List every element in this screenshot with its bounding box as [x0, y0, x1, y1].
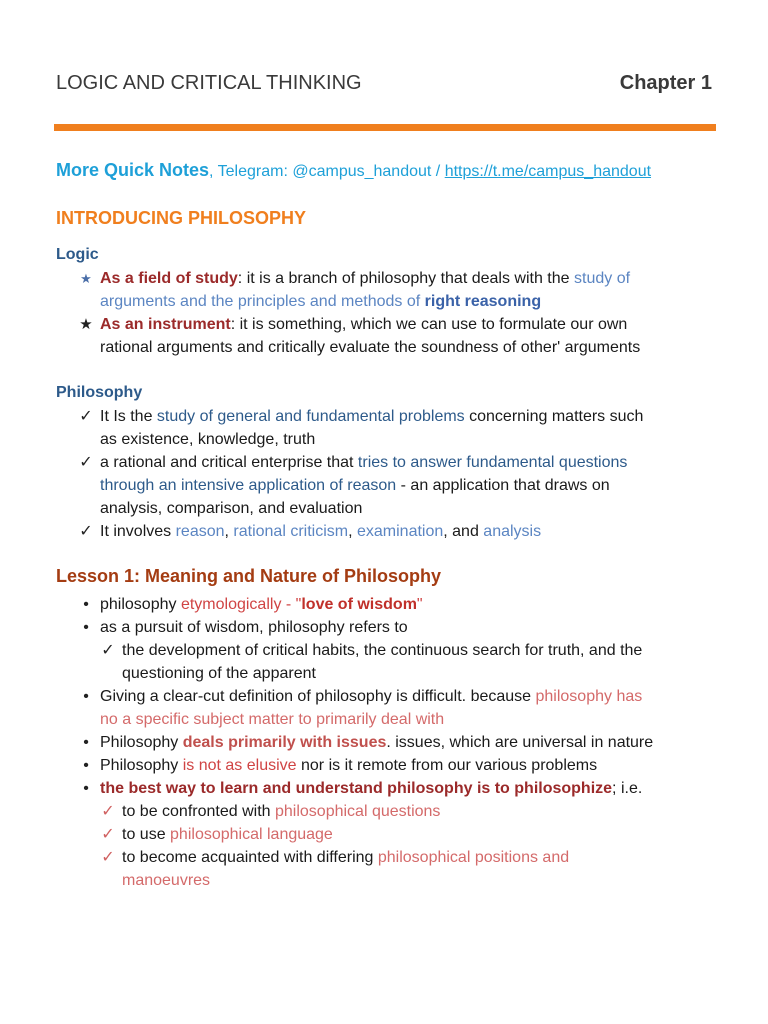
checkmark-icon: ✓	[101, 849, 115, 866]
list-item: • Giving a clear-cut definition of philosophy is difficult. because philosophy has no a specific subject matter to primarily deal with	[100, 685, 653, 731]
bullet-dot-icon: •	[83, 688, 89, 705]
checkmark-icon: ✓	[79, 454, 93, 471]
list-item: • Philosophy is not as elusive nor is it remote from our various problems	[100, 754, 653, 777]
document-title: LOGIC AND CRITICAL THINKING	[56, 71, 362, 94]
star-bullet-icon: ★	[80, 271, 92, 286]
bullet-dot-icon: •	[83, 780, 89, 797]
bullet-dot-icon: •	[83, 596, 89, 613]
quick-notes-label: More Quick Notes	[56, 160, 210, 180]
checkmark-icon: ✓	[79, 408, 93, 425]
quick-notes-line	[56, 160, 651, 181]
list-item: ✓ It Is the study of general and fundamental problems concerning matters such as existence, knowledge, truth	[100, 405, 643, 451]
list-item: ✓ the development of critical habits, the continuous search for truth, and the questioning of the apparent	[122, 639, 653, 685]
list-item: ✓ to use philosophical language	[122, 823, 653, 846]
list-item: ✓ to become acquainted with differing philosophical positions and manoeuvres	[122, 846, 653, 892]
list-item: • Philosophy deals primarily with issues. issues, which are universal in nature	[100, 731, 653, 754]
checkmark-icon: ✓	[101, 642, 115, 659]
telegram-link[interactable]: https://t.me/campus_handout	[444, 163, 652, 180]
orange-divider	[54, 124, 716, 131]
list-item: ✓ a rational and critical enterprise that tries to answer fundamental questions through an intensive application of reason - an application that draws on analysis, comparison, and evaluation	[100, 451, 643, 520]
star-bullet-icon: ★	[79, 316, 93, 333]
checkmark-icon: ✓	[101, 803, 115, 820]
chapter-label: Chapter 1	[619, 71, 712, 94]
subheading-logic: Logic	[56, 246, 99, 263]
list-item: ★ As a field of study: it is a branch of philosophy that deals with the study of arguments and the principles and methods of right reasoning	[100, 267, 640, 313]
list-item: • philosophy etymologically - "love of wisdom"	[100, 593, 653, 616]
list-item: • as a pursuit of wisdom, philosophy refers to	[100, 616, 653, 639]
telegram-handle: @campus_handout	[292, 163, 432, 180]
list-item: ★ As an instrument: it is something, which we can use to formulate our own rational arguments and critically evaluate the soundness of other' arguments	[100, 313, 640, 359]
bullet-dot-icon: •	[83, 619, 89, 636]
lesson-heading: Lesson 1: Meaning and Nature of Philosophy	[56, 566, 442, 586]
philosophy-list	[79, 405, 644, 543]
section-heading-introducing-philosophy: INTRODUCING PHILOSOPHY	[56, 208, 307, 228]
bullet-dot-icon: •	[83, 734, 89, 751]
page-header	[56, 68, 712, 98]
bullet-dot-icon: •	[83, 757, 89, 774]
list-item: ✓ to be confronted with philosophical questions	[122, 800, 653, 823]
checkmark-icon: ✓	[101, 826, 115, 843]
checkmark-icon: ✓	[79, 523, 93, 540]
separator: /	[431, 163, 445, 180]
subheading-philosophy: Philosophy	[56, 384, 143, 401]
list-item: • the best way to learn and understand philosophy is to philosophize; i.e.	[100, 777, 653, 800]
telegram-prefix: , Telegram:	[209, 163, 293, 180]
logic-list	[79, 267, 641, 359]
lesson-list	[83, 593, 654, 892]
list-item: ✓ It involves reason, rational criticism, examination, and analysis	[100, 520, 643, 543]
